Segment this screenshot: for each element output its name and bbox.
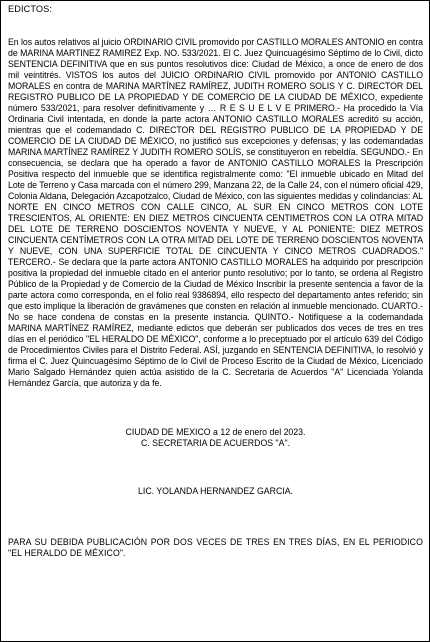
signature-block	[8, 427, 423, 449]
publication-footer: PARA SU DEBIDA PUBLICACIÓN POR DOS VECES DE TRES EN TRES DÍAS, EN EL PERIODICO "EL HERALDO DE MÉXICO".	[8, 537, 423, 558]
place-date-line: CIUDAD DE MEXICO a 12 de enero del 2023.	[125, 427, 306, 437]
signer-name: LIC. YOLANDA HERNANDEZ GARCIA.	[138, 486, 293, 496]
notice-heading: EDICTOS:	[8, 4, 53, 14]
office-line: C. SECRETARIA DE ACUERDOS "A".	[141, 438, 290, 448]
notice-body: En los autos relativos al juicio ORDINARIO CIVIL promovido por CASTILLO MORALES ANTONIO en contra de MARINA MARTINEZ RAMIREZ Exp. NO. 533/2021. El C. Juez Quincuagésimo Séptimo de lo Civil, dicto SENTENCIA DEFINITIVA que en sus puntos resolutivos dice: Ciudad de México, a once de enero de dos mil veintitrés. VISTOS los autos del JUICIO ORDINARIO CIVIL promovido por ANTONIO CASTILLO MORALES en contra de MARINA MARTÍNEZ RAMÍREZ, JUDITH ROMERO SOLIS Y C. DIRECTOR DEL REGISTRO PUBLICO DE LA PROPIEDAD Y DE COMERCIO DE LA CIUDAD DE MÉXICO, expediente número 533/2021, para resolver definitivamente y … R E S U E L V E PRIMERO.- Ha procedido la Vía Ordinaria Civil intentada, en donde la parte actora ANTONIO CASTILLO MORALES acreditó su acción, mientras que el codemandado C. DIRECTOR DEL REGISTRO PUBLICO DE LA PROPIEDAD Y DE COMERCIO DE LA CIUDAD DE MÉXICO, no justificó sus excepciones y defensas; y las codemandadas MARINA MARTÍNEZ RAMÍREZ Y JUDITH ROMERO SOLÍS, se constituyeron en rebeldía. SEGUNDO.- En consecuencia, se declara que ha operado a favor de ANTONIO CASTILLO MORALES la Prescripción Positiva respecto del inmueble que se identifica registralmente como: "El inmueble ubicado en Mitad del Lote de Terreno y Casa marcada con el número 299, Manzana 22, de la Calle 24, con el número oficial 429, Colonia Aldana, Delegación Azcapotzalco, Ciudad de México, con las siguientes medidas y colindancias: AL NORTE EN CINCO METROS CON CALLE CINCO, AL SUR EN CINCO METROS CON LOTE TRESCIENTOS, AL ORIENTE: EN DIEZ METROS CINCUENTA CENTIMETROS CON LA OTRA MITAD DEL LOTE DE TERRENO DOSCIENTOS NOVENTA Y NUEVE, Y AL PONIENTE: DIEZ METROS CINCUENTA CENTÍMETROS CON LA OTRA MITAD DEL LOTE DE TERRENO DOSCIENTOS NOVENTA Y NUEVE, CON UNA SUPERFICIE TOTAL DE CINCUENTA Y CINCO METROS CUADRADOS." TERCERO.- Se declara que la parte actora ANTONIO CASTILLO MORALES ha adquirido por prescripción positiva la propiedad del inmueble citado en el anterior punto resolutivo; por lo tanto, se ordena al Registro Público de la Propiedad y de Comercio de la Ciudad de México Inscribir la presente sentencia a favor de la parte actora como corresponda, en el folio real 9386894, ello respecto del departamento antes referido; sin que esto implique la liberación de gravámenes que consten en relación al inmueble mencionado. CUARTO.- No se hace condena de constas en la presente instancia. QUINTO.- Notifíquese a la codemandada MARINA MARTÍNEZ RAMÍREZ, mediante edictos que deberán ser publicados dos veces de tres en tres días en el periódico "EL HERALDO DE MÉXICO", conforme a lo preceptuado por el artículo 639 del Código de Procedimientos Civiles para el Distrito Federal. ASÍ, juzgando en SENTENCIA DEFINITIVA, lo resolvió y firma el C. Juez Quincuagésimo Séptimo de lo Civil de Proceso Escrito de la Ciudad de México, Licenciado Mario Salgado Hernández quien actúa asistido de la C. Secretaria de Acuerdos "A" Licenciada Yolanda Hernández García, que autoriza y da fe.	[8, 37, 423, 388]
